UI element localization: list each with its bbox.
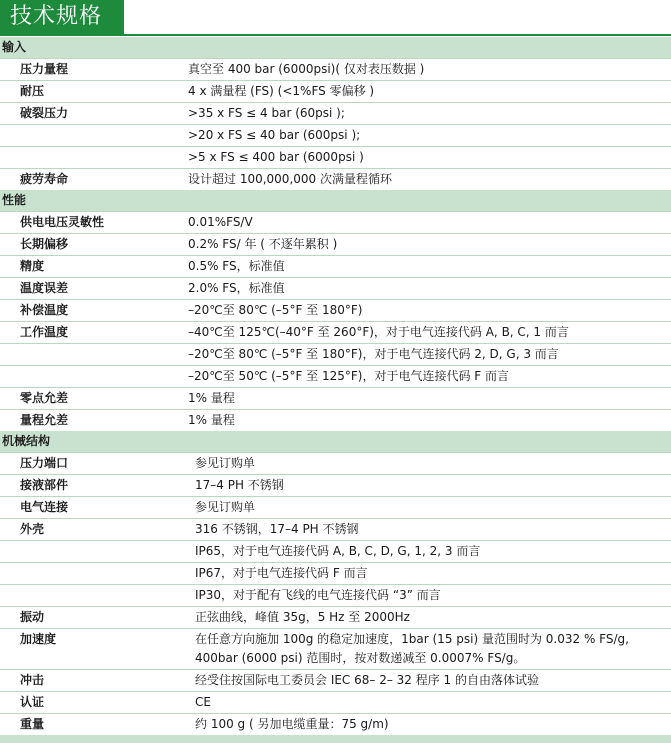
section-label: 输入 [2, 40, 27, 54]
spec-row [0, 211, 671, 233]
spec-row [0, 58, 671, 80]
page-header [0, 0, 671, 38]
spec-value: 2.0% FS，标准值 [188, 281, 285, 295]
spec-key: 工作温度 [20, 325, 69, 339]
spec-row [0, 80, 671, 102]
spec-row [0, 540, 671, 562]
spec-value: CE [195, 695, 211, 709]
spec-value: 真空至 400 bar (6000psi)( 仅对表压数据 ) [188, 62, 425, 76]
spec-row [0, 562, 671, 584]
spec-value: 0.2% FS/ 年 ( 不逐年累积 ) [188, 237, 338, 251]
spec-value: 参见订购单 [195, 500, 256, 514]
spec-value: 设计超过 100,000,000 次满量程循环 [188, 172, 392, 186]
spec-key: 零点允差 [20, 391, 69, 405]
spec-value: >5 x FS ≤ 400 bar (6000psi ) [188, 150, 364, 164]
section-header-performance [0, 190, 671, 211]
spec-value: –20℃至 80℃ (–5°F 至 180°F) [188, 303, 363, 317]
spec-row [0, 102, 671, 124]
spec-table [0, 37, 671, 735]
spec-key: 振动 [20, 610, 45, 624]
spec-row [0, 277, 671, 299]
spec-value: 1% 量程 [188, 391, 235, 405]
bottom-rule [0, 735, 671, 743]
spec-key: 精度 [20, 259, 45, 273]
spec-row [0, 669, 671, 691]
spec-key: 疲劳寿命 [20, 172, 69, 186]
spec-row [0, 365, 671, 387]
spec-key: 温度误差 [20, 281, 69, 295]
spec-value: 参见订购单 [195, 456, 256, 470]
spec-row [0, 146, 671, 168]
spec-key: 重量 [20, 717, 45, 731]
spec-value: 1% 量程 [188, 413, 235, 427]
spec-key: 认证 [20, 695, 45, 709]
spec-key: 破裂压力 [20, 106, 69, 120]
spec-row [0, 691, 671, 713]
spec-row [0, 233, 671, 255]
spec-key: 供电电压灵敏性 [20, 215, 105, 229]
spec-key: 长期偏移 [20, 237, 69, 251]
spec-row [0, 321, 671, 343]
spec-row [0, 474, 671, 496]
spec-key: 压力端口 [20, 456, 69, 470]
spec-key: 量程允差 [20, 413, 69, 427]
spec-key: 加速度 [20, 632, 57, 646]
spec-value: 正弦曲线，峰值 35g，5 Hz 至 2000Hz [195, 610, 410, 624]
spec-row [0, 518, 671, 540]
spec-row [0, 713, 671, 735]
spec-row [0, 584, 671, 606]
spec-row [0, 452, 671, 474]
spec-value: –20℃至 50℃ (–5°F 至 125°F)，对于电气连接代码 F 而言 [188, 369, 509, 383]
section-header-mechanical [0, 431, 671, 452]
spec-value: 0.5% FS，标准值 [188, 259, 285, 273]
spec-value: 经受住按国际电工委员会 IEC 68– 2– 32 程序 1 的自由落体试验 [195, 673, 540, 687]
spec-key: 耐压 [20, 84, 45, 98]
spec-row [0, 496, 671, 518]
spec-value: 0.01%FS/V [188, 215, 253, 229]
spec-value: IP65，对于电气连接代码 A, B, C, D, G, 1, 2, 3 而言 [195, 544, 481, 558]
spec-value: IP30，对于配有飞线的电气连接代码 “3” 而言 [195, 588, 441, 602]
spec-value: >20 x FS ≤ 40 bar (600psi ); [188, 128, 361, 142]
spec-row [0, 606, 671, 628]
section-label: 机械结构 [2, 434, 51, 448]
spec-row [0, 387, 671, 409]
spec-key: 冲击 [20, 673, 45, 687]
spec-key: 接液部件 [20, 478, 69, 492]
spec-row [0, 124, 671, 146]
spec-value: 在任意方向施加 100g 的稳定加速度，1bar (15 psi) 量范围时为 0.032 % FS/g, 400bar (6000 psi) 范围时，按对数递减至 0.0007% FS/g。 [195, 632, 629, 665]
section-header-input [0, 37, 671, 58]
spec-row [0, 299, 671, 321]
spec-row [0, 255, 671, 277]
title-underline [0, 34, 671, 36]
spec-value: >35 x FS ≤ 4 bar (60psi ); [188, 106, 345, 120]
spec-key: 电气连接 [20, 500, 69, 514]
spec-row [0, 409, 671, 431]
spec-value: –20℃至 80℃ (–5°F 至 180°F)，对于电气连接代码 2, D, G, 3 而言 [188, 347, 559, 361]
page-title: 技术规格 [0, 0, 124, 34]
spec-row [0, 343, 671, 365]
spec-row [0, 168, 671, 190]
spec-value: 17–4 PH 不锈钢 [195, 478, 284, 492]
spec-key: 压力量程 [20, 62, 69, 76]
spec-value: IP67，对于电气连接代码 F 而言 [195, 566, 368, 580]
spec-row [0, 628, 671, 669]
spec-key: 外壳 [20, 522, 45, 536]
spec-value: 316 不锈钢，17–4 PH 不锈钢 [195, 522, 359, 536]
spec-value: 4 x 满量程 (FS) (<1%FS 零偏移 ) [188, 84, 375, 98]
spec-key: 补偿温度 [20, 303, 69, 317]
spec-value: –40℃至 125℃(–40°F 至 260°F)，对于电气连接代码 A, B, C, 1 而言 [188, 325, 569, 339]
section-label: 性能 [2, 193, 27, 207]
spec-value: 约 100 g ( 另加电缆重量：75 g/m) [195, 717, 389, 731]
